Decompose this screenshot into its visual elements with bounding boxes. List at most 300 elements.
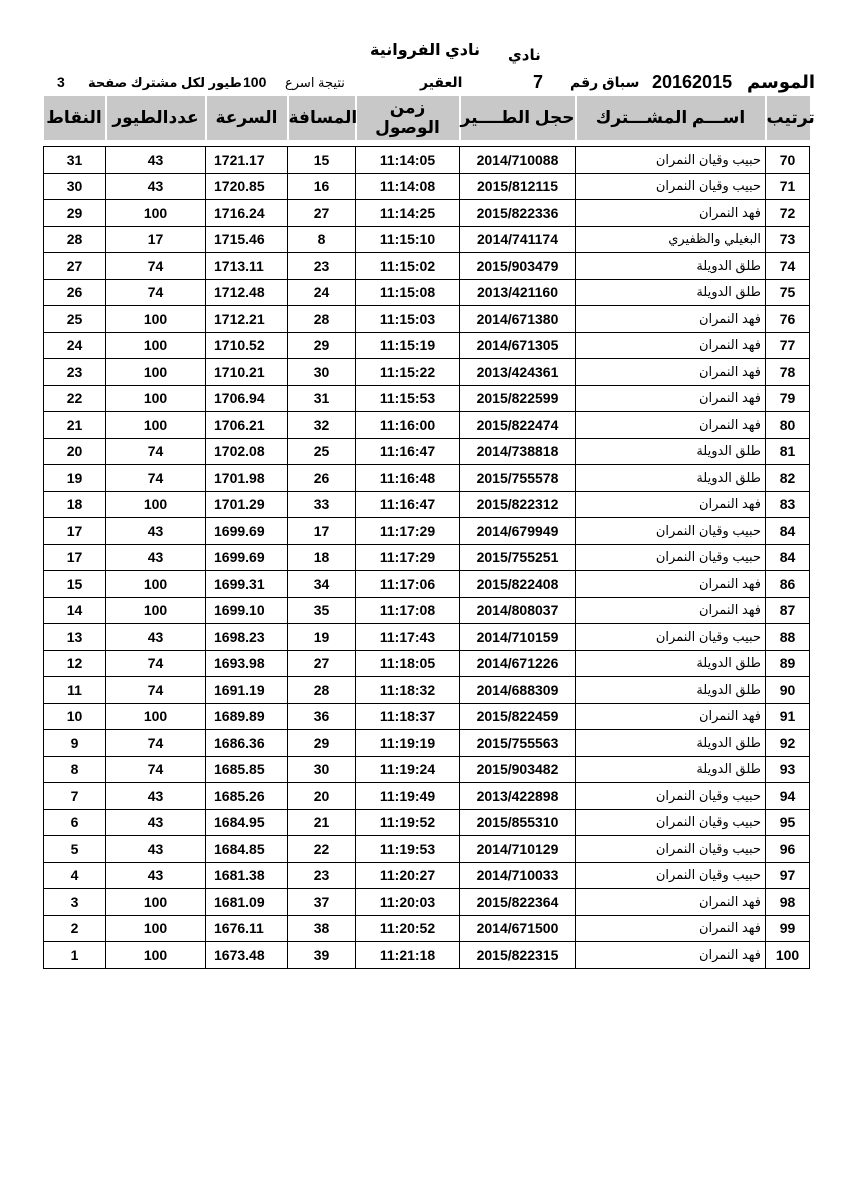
cell-birds: 43: [106, 173, 206, 200]
col-member: اســـم المشـــترك: [576, 96, 766, 140]
cell-arrival: 11:15:22: [356, 359, 460, 386]
cell-ring: 2014/671305: [460, 332, 576, 359]
cell-distance: 16: [288, 173, 356, 200]
table-row: [44, 253, 810, 280]
cell-ring: 2015/822408: [460, 571, 576, 598]
cell-ring: 2014/741174: [460, 226, 576, 253]
cell-arrival: 11:20:27: [356, 862, 460, 889]
table-row: [44, 783, 810, 810]
cell-arrival: 11:15:08: [356, 279, 460, 306]
cell-points: 9: [44, 730, 106, 757]
cell-speed: 1721.17: [206, 147, 288, 174]
cell-rank: 82: [766, 465, 810, 492]
cell-member: حبيب وقيان النمران: [576, 862, 766, 889]
table-row: [44, 518, 810, 545]
cell-member: طلق الدويلة: [576, 730, 766, 757]
table-row: [44, 836, 810, 863]
cell-speed: 1686.36: [206, 730, 288, 757]
cell-ring: 2014/738818: [460, 438, 576, 465]
cell-birds: 100: [106, 889, 206, 916]
col-birds: عددالطيور: [106, 96, 206, 140]
cell-birds: 74: [106, 756, 206, 783]
cell-birds: 74: [106, 465, 206, 492]
cell-ring: 2014/710033: [460, 862, 576, 889]
cell-rank: 93: [766, 756, 810, 783]
cell-member: فهد النمران: [576, 703, 766, 730]
cell-speed: 1699.10: [206, 597, 288, 624]
cell-member: فهد النمران: [576, 200, 766, 227]
table-row: [44, 438, 810, 465]
cell-speed: 1698.23: [206, 624, 288, 651]
cell-rank: 90: [766, 677, 810, 704]
result-label: نتيجة اسرع: [285, 75, 345, 90]
cell-member: طلق الدويلة: [576, 253, 766, 280]
cell-ring: 2015/903482: [460, 756, 576, 783]
cell-birds: 74: [106, 677, 206, 704]
cell-arrival: 11:18:37: [356, 703, 460, 730]
cell-birds: 74: [106, 438, 206, 465]
cell-ring: 2015/822336: [460, 200, 576, 227]
cell-birds: 43: [106, 836, 206, 863]
table-row: [44, 650, 810, 677]
cell-birds: 17: [106, 226, 206, 253]
cell-distance: 37: [288, 889, 356, 916]
cell-arrival: 11:15:53: [356, 385, 460, 412]
cell-arrival: 11:19:52: [356, 809, 460, 836]
cell-points: 17: [44, 544, 106, 571]
birds-per-member-label: طيور لكل مشترك صفحة: [88, 75, 242, 90]
cell-points: 28: [44, 226, 106, 253]
cell-distance: 29: [288, 730, 356, 757]
cell-speed: 1706.21: [206, 412, 288, 439]
cell-ring: 2014/710159: [460, 624, 576, 651]
cell-rank: 81: [766, 438, 810, 465]
cell-speed: 1715.46: [206, 226, 288, 253]
cell-member: فهد النمران: [576, 412, 766, 439]
cell-member: فهد النمران: [576, 597, 766, 624]
col-ring: حجل الطــــير: [460, 96, 576, 140]
cell-speed: 1691.19: [206, 677, 288, 704]
cell-member: حبيب وقيان النمران: [576, 173, 766, 200]
cell-speed: 1710.21: [206, 359, 288, 386]
cell-distance: 38: [288, 915, 356, 942]
cell-distance: 27: [288, 200, 356, 227]
cell-speed: 1706.94: [206, 385, 288, 412]
table-row: [44, 809, 810, 836]
cell-ring: 2014/688309: [460, 677, 576, 704]
cell-points: 14: [44, 597, 106, 624]
cell-distance: 26: [288, 465, 356, 492]
cell-distance: 21: [288, 809, 356, 836]
cell-ring: 2014/710088: [460, 147, 576, 174]
cell-birds: 100: [106, 385, 206, 412]
cell-distance: 18: [288, 544, 356, 571]
cell-arrival: 11:14:05: [356, 147, 460, 174]
cell-ring: 2015/822474: [460, 412, 576, 439]
table-row: [44, 147, 810, 174]
cell-arrival: 11:20:03: [356, 889, 460, 916]
cell-ring: 2015/822312: [460, 491, 576, 518]
cell-points: 2: [44, 915, 106, 942]
cell-rank: 80: [766, 412, 810, 439]
cell-rank: 98: [766, 889, 810, 916]
cell-speed: 1712.21: [206, 306, 288, 333]
cell-points: 23: [44, 359, 106, 386]
cell-points: 17: [44, 518, 106, 545]
cell-rank: 100: [766, 942, 810, 969]
table-row: [44, 730, 810, 757]
cell-speed: 1699.69: [206, 544, 288, 571]
cell-distance: 31: [288, 385, 356, 412]
cell-distance: 35: [288, 597, 356, 624]
cell-rank: 92: [766, 730, 810, 757]
cell-points: 26: [44, 279, 106, 306]
col-distance: المسافة: [288, 96, 356, 140]
cell-member: فهد النمران: [576, 571, 766, 598]
table-row: [44, 279, 810, 306]
cell-birds: 74: [106, 730, 206, 757]
cell-distance: 25: [288, 438, 356, 465]
cell-ring: 2015/812115: [460, 173, 576, 200]
cell-arrival: 11:17:08: [356, 597, 460, 624]
cell-points: 21: [44, 412, 106, 439]
page-number: 3: [57, 74, 65, 90]
cell-birds: 43: [106, 147, 206, 174]
club-label: نادي: [508, 47, 541, 64]
table-row: [44, 306, 810, 333]
cell-points: 27: [44, 253, 106, 280]
cell-speed: 1701.98: [206, 465, 288, 492]
cell-member: فهد النمران: [576, 889, 766, 916]
col-arrival: زمن الوصول: [356, 96, 460, 140]
cell-distance: 32: [288, 412, 356, 439]
cell-birds: 100: [106, 703, 206, 730]
cell-birds: 100: [106, 942, 206, 969]
cell-rank: 89: [766, 650, 810, 677]
cell-points: 19: [44, 465, 106, 492]
cell-member: فهد النمران: [576, 915, 766, 942]
cell-ring: 2015/822599: [460, 385, 576, 412]
cell-member: فهد النمران: [576, 385, 766, 412]
cell-arrival: 11:19:19: [356, 730, 460, 757]
cell-points: 7: [44, 783, 106, 810]
cell-points: 25: [44, 306, 106, 333]
cell-distance: 34: [288, 571, 356, 598]
cell-member: طلق الدويلة: [576, 650, 766, 677]
cell-points: 5: [44, 836, 106, 863]
cell-points: 3: [44, 889, 106, 916]
cell-speed: 1701.29: [206, 491, 288, 518]
table-row: [44, 465, 810, 492]
cell-points: 8: [44, 756, 106, 783]
cell-ring: 2014/679949: [460, 518, 576, 545]
cell-speed: 1689.89: [206, 703, 288, 730]
cell-arrival: 11:16:47: [356, 491, 460, 518]
cell-points: 24: [44, 332, 106, 359]
cell-member: حبيب وقيان النمران: [576, 809, 766, 836]
cell-distance: 27: [288, 650, 356, 677]
cell-rank: 95: [766, 809, 810, 836]
cell-rank: 74: [766, 253, 810, 280]
cell-ring: 2015/755251: [460, 544, 576, 571]
cell-arrival: 11:19:24: [356, 756, 460, 783]
cell-distance: 24: [288, 279, 356, 306]
cell-distance: 30: [288, 756, 356, 783]
cell-arrival: 11:17:43: [356, 624, 460, 651]
cell-birds: 43: [106, 809, 206, 836]
table-row: [44, 597, 810, 624]
cell-speed: 1685.26: [206, 783, 288, 810]
cell-points: 20: [44, 438, 106, 465]
cell-ring: 2014/671226: [460, 650, 576, 677]
cell-member: حبيب وقيان النمران: [576, 544, 766, 571]
cell-speed: 1684.95: [206, 809, 288, 836]
cell-member: فهد النمران: [576, 942, 766, 969]
cell-distance: 28: [288, 677, 356, 704]
table-row: [44, 703, 810, 730]
cell-rank: 83: [766, 491, 810, 518]
cell-distance: 15: [288, 147, 356, 174]
cell-birds: 100: [106, 915, 206, 942]
cell-arrival: 11:15:03: [356, 306, 460, 333]
cell-arrival: 11:17:06: [356, 571, 460, 598]
cell-birds: 100: [106, 597, 206, 624]
cell-arrival: 11:18:05: [356, 650, 460, 677]
cell-rank: 77: [766, 332, 810, 359]
cell-distance: 22: [288, 836, 356, 863]
cell-speed: 1681.09: [206, 889, 288, 916]
cell-birds: 43: [106, 518, 206, 545]
cell-arrival: 11:17:29: [356, 518, 460, 545]
table-header-row: [44, 96, 810, 140]
cell-member: طلق الدويلة: [576, 465, 766, 492]
cell-rank: 94: [766, 783, 810, 810]
cell-birds: 74: [106, 253, 206, 280]
cell-points: 31: [44, 147, 106, 174]
cell-rank: 72: [766, 200, 810, 227]
table-row: [44, 756, 810, 783]
table-row: [44, 677, 810, 704]
cell-arrival: 11:18:32: [356, 677, 460, 704]
table-row: [44, 571, 810, 598]
cell-distance: 28: [288, 306, 356, 333]
cell-rank: 70: [766, 147, 810, 174]
cell-rank: 76: [766, 306, 810, 333]
cell-ring: 2014/710129: [460, 836, 576, 863]
cell-rank: 75: [766, 279, 810, 306]
cell-distance: 20: [288, 783, 356, 810]
cell-speed: 1699.69: [206, 518, 288, 545]
cell-arrival: 11:19:53: [356, 836, 460, 863]
cell-speed: 1673.48: [206, 942, 288, 969]
cell-birds: 100: [106, 412, 206, 439]
cell-birds: 100: [106, 332, 206, 359]
cell-birds: 43: [106, 783, 206, 810]
cell-points: 12: [44, 650, 106, 677]
cell-member: طلق الدويلة: [576, 756, 766, 783]
cell-distance: 23: [288, 862, 356, 889]
cell-speed: 1699.31: [206, 571, 288, 598]
cell-distance: 33: [288, 491, 356, 518]
cell-birds: 100: [106, 491, 206, 518]
cell-points: 6: [44, 809, 106, 836]
table-row: [44, 226, 810, 253]
col-rank: ترتيب: [766, 96, 810, 140]
table-row: [44, 862, 810, 889]
cell-member: فهد النمران: [576, 306, 766, 333]
cell-birds: 74: [106, 279, 206, 306]
table-row: [44, 491, 810, 518]
cell-arrival: 11:15:10: [356, 226, 460, 253]
cell-ring: 2015/822364: [460, 889, 576, 916]
cell-arrival: 11:15:02: [356, 253, 460, 280]
cell-points: 13: [44, 624, 106, 651]
cell-speed: 1693.98: [206, 650, 288, 677]
cell-points: 1: [44, 942, 106, 969]
cell-member: طلق الدويلة: [576, 279, 766, 306]
cell-rank: 91: [766, 703, 810, 730]
cell-distance: 29: [288, 332, 356, 359]
cell-points: 29: [44, 200, 106, 227]
cell-points: 22: [44, 385, 106, 412]
club-title: نادي الفروانية: [370, 42, 480, 59]
table-row: [44, 915, 810, 942]
cell-rank: 99: [766, 915, 810, 942]
cell-rank: 86: [766, 571, 810, 598]
cell-arrival: 11:21:18: [356, 942, 460, 969]
table-row: [44, 624, 810, 651]
cell-ring: 2014/671380: [460, 306, 576, 333]
table-row: [44, 173, 810, 200]
cell-ring: 2013/422898: [460, 783, 576, 810]
cell-points: 18: [44, 491, 106, 518]
cell-speed: 1681.38: [206, 862, 288, 889]
cell-points: 10: [44, 703, 106, 730]
cell-member: فهد النمران: [576, 491, 766, 518]
cell-speed: 1676.11: [206, 915, 288, 942]
cell-member: طلق الدويلة: [576, 677, 766, 704]
cell-distance: 39: [288, 942, 356, 969]
season-value: 20162015: [652, 72, 733, 92]
col-speed: السرعة: [206, 96, 288, 140]
cell-arrival: 11:16:00: [356, 412, 460, 439]
cell-ring: 2013/421160: [460, 279, 576, 306]
col-points: النقاط: [44, 96, 106, 140]
race-location: العقير: [420, 74, 463, 90]
results-table: [43, 96, 815, 969]
cell-birds: 100: [106, 571, 206, 598]
cell-distance: 17: [288, 518, 356, 545]
race-number: 7: [533, 72, 544, 92]
cell-member: حبيب وقيان النمران: [576, 518, 766, 545]
cell-arrival: 11:16:48: [356, 465, 460, 492]
cell-distance: 23: [288, 253, 356, 280]
cell-birds: 74: [106, 650, 206, 677]
cell-member: حبيب وقيان النمران: [576, 147, 766, 174]
cell-birds: 43: [106, 624, 206, 651]
table-row: [44, 412, 810, 439]
cell-points: 15: [44, 571, 106, 598]
cell-ring: 2015/822459: [460, 703, 576, 730]
cell-rank: 84: [766, 518, 810, 545]
cell-points: 11: [44, 677, 106, 704]
cell-rank: 73: [766, 226, 810, 253]
race-label: سباق رقم: [570, 74, 640, 90]
cell-ring: 2014/808037: [460, 597, 576, 624]
cell-arrival: 11:17:29: [356, 544, 460, 571]
table-row: [44, 544, 810, 571]
cell-ring: 2015/755563: [460, 730, 576, 757]
cell-speed: 1720.85: [206, 173, 288, 200]
cell-distance: 36: [288, 703, 356, 730]
cell-speed: 1684.85: [206, 836, 288, 863]
cell-ring: 2015/855310: [460, 809, 576, 836]
cell-speed: 1716.24: [206, 200, 288, 227]
cell-speed: 1685.85: [206, 756, 288, 783]
cell-member: حبيب وقيان النمران: [576, 836, 766, 863]
cell-arrival: 11:19:49: [356, 783, 460, 810]
cell-arrival: 11:20:52: [356, 915, 460, 942]
cell-speed: 1712.48: [206, 279, 288, 306]
cell-ring: 2013/424361: [460, 359, 576, 386]
cell-rank: 97: [766, 862, 810, 889]
cell-rank: 87: [766, 597, 810, 624]
cell-birds: 43: [106, 862, 206, 889]
cell-member: فهد النمران: [576, 359, 766, 386]
cell-arrival: 11:14:08: [356, 173, 460, 200]
cell-birds: 100: [106, 359, 206, 386]
cell-rank: 78: [766, 359, 810, 386]
result-count: 100: [243, 74, 267, 90]
cell-speed: 1713.11: [206, 253, 288, 280]
cell-speed: 1702.08: [206, 438, 288, 465]
cell-rank: 96: [766, 836, 810, 863]
table-row: [44, 359, 810, 386]
cell-rank: 88: [766, 624, 810, 651]
cell-birds: 43: [106, 544, 206, 571]
cell-ring: 2015/822315: [460, 942, 576, 969]
table-row: [44, 889, 810, 916]
table-row: [44, 332, 810, 359]
cell-distance: 30: [288, 359, 356, 386]
cell-birds: 100: [106, 306, 206, 333]
season-label: الموسم: [747, 72, 816, 92]
cell-rank: 79: [766, 385, 810, 412]
table-row: [44, 942, 810, 969]
cell-member: حبيب وقيان النمران: [576, 624, 766, 651]
cell-ring: 2014/671500: [460, 915, 576, 942]
cell-rank: 84: [766, 544, 810, 571]
cell-distance: 8: [288, 226, 356, 253]
cell-member: فهد النمران: [576, 332, 766, 359]
cell-points: 30: [44, 173, 106, 200]
cell-arrival: 11:14:25: [356, 200, 460, 227]
cell-ring: 2015/903479: [460, 253, 576, 280]
cell-member: البغيلي والظفيري: [576, 226, 766, 253]
table-row: [44, 385, 810, 412]
cell-distance: 19: [288, 624, 356, 651]
cell-member: طلق الدويلة: [576, 438, 766, 465]
table-row: [44, 200, 810, 227]
cell-points: 4: [44, 862, 106, 889]
cell-arrival: 11:15:19: [356, 332, 460, 359]
cell-member: حبيب وقيان النمران: [576, 783, 766, 810]
cell-arrival: 11:16:47: [356, 438, 460, 465]
cell-speed: 1710.52: [206, 332, 288, 359]
cell-birds: 100: [106, 200, 206, 227]
cell-rank: 71: [766, 173, 810, 200]
cell-ring: 2015/755578: [460, 465, 576, 492]
